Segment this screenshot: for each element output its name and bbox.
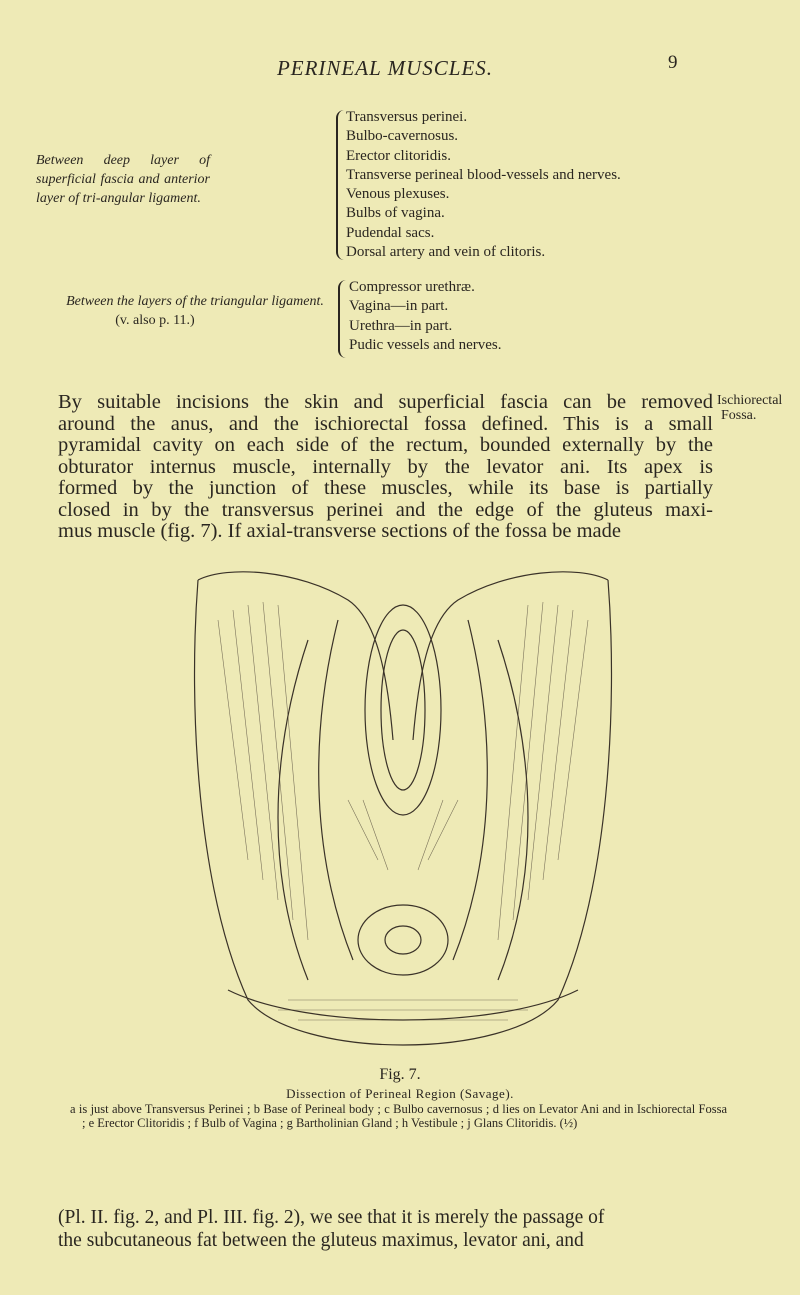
figure-caption: a is just above Transversus Perinei ; b Base of Perineal body ; c Bulbo cavernosus ; d lies on Levator Ani and in Ischiorectal Fossa ; e Erector Clitoridis ; f Bulb of Vagina ; g Bartholinian Gland ; h Vestibule ; j Glans Clitoridis. (½)	[70, 1102, 727, 1130]
figure-title: Fig. 7.	[379, 1066, 421, 1083]
group-label-triangular	[38, 292, 338, 330]
text-line: closed in by the transversus perinei and the edge of the gluteus maxi-	[58, 498, 713, 521]
body-paragraph	[58, 392, 713, 543]
list-item: Pudendal sacs.	[346, 224, 435, 241]
list-superficial	[346, 108, 621, 262]
list-item: Urethra—in part.	[349, 317, 453, 334]
list-item: Compressor urethræ.	[349, 279, 475, 295]
brace	[338, 280, 346, 358]
text-line: mus muscle (fig. 7). If axial-transverse sections of the fossa be made	[58, 520, 621, 542]
list-item: Dorsal artery and vein of clitoris.	[346, 244, 546, 261]
running-header	[0, 56, 800, 81]
page-title: PERINEAL MUSCLES.	[276, 56, 494, 80]
anatomical-illustration	[188, 560, 618, 1065]
list-item: Erector clitoridis.	[346, 147, 451, 164]
list-item: Bulbs of vagina.	[346, 205, 445, 222]
text-line: around the anus, and the ischiorectal fossa defined. This is a small	[58, 412, 713, 435]
list-item: Bulbo-cavernosus.	[346, 128, 459, 145]
text-line: formed by the junction of these muscles, while its base is partially	[58, 477, 713, 499]
list-item: Pudic vessels and nerves.	[349, 336, 502, 353]
body-paragraph-continued	[58, 1206, 708, 1252]
figure-subtitle: Dissection of Perineal Region (Savage).	[286, 1086, 514, 1101]
group-label-text: Between the layers of the triangular ligament.	[66, 294, 324, 309]
text-line: (Pl. II. fig. 2, and Pl. III. fig. 2), we see that it is merely the passage of	[58, 1207, 605, 1228]
list-item: Venous plexuses.	[346, 186, 450, 203]
text-line: pyramidal cavity on each side of the rectum, bounded externally by the	[58, 434, 713, 456]
page-number: 9	[668, 52, 678, 73]
margin-note-line: Ischiorectal	[717, 393, 783, 408]
text-line: obturator internus muscle, internally by the levator ani. Its apex is	[58, 455, 713, 478]
list-item: Vagina—in part.	[349, 298, 449, 315]
text-line: By suitable incisions the skin and superficial fascia can be removed	[58, 391, 713, 413]
list-item: Transverse perineal blood-vessels and nerves.	[346, 166, 621, 183]
list-triangular	[349, 278, 501, 355]
group-label-superficial: Between deep layer of superficial fascia and anterior layer of tri-angular ligament.	[36, 153, 210, 206]
list-item: Transversus perinei.	[346, 109, 468, 125]
margin-note	[717, 393, 782, 423]
margin-note-line: Fossa.	[721, 408, 757, 423]
text-line: the subcutaneous fat between the gluteus maximus, levator ani, and	[58, 1230, 584, 1251]
group-note: (v. also p. 11.)	[115, 313, 195, 328]
brace	[336, 110, 344, 260]
